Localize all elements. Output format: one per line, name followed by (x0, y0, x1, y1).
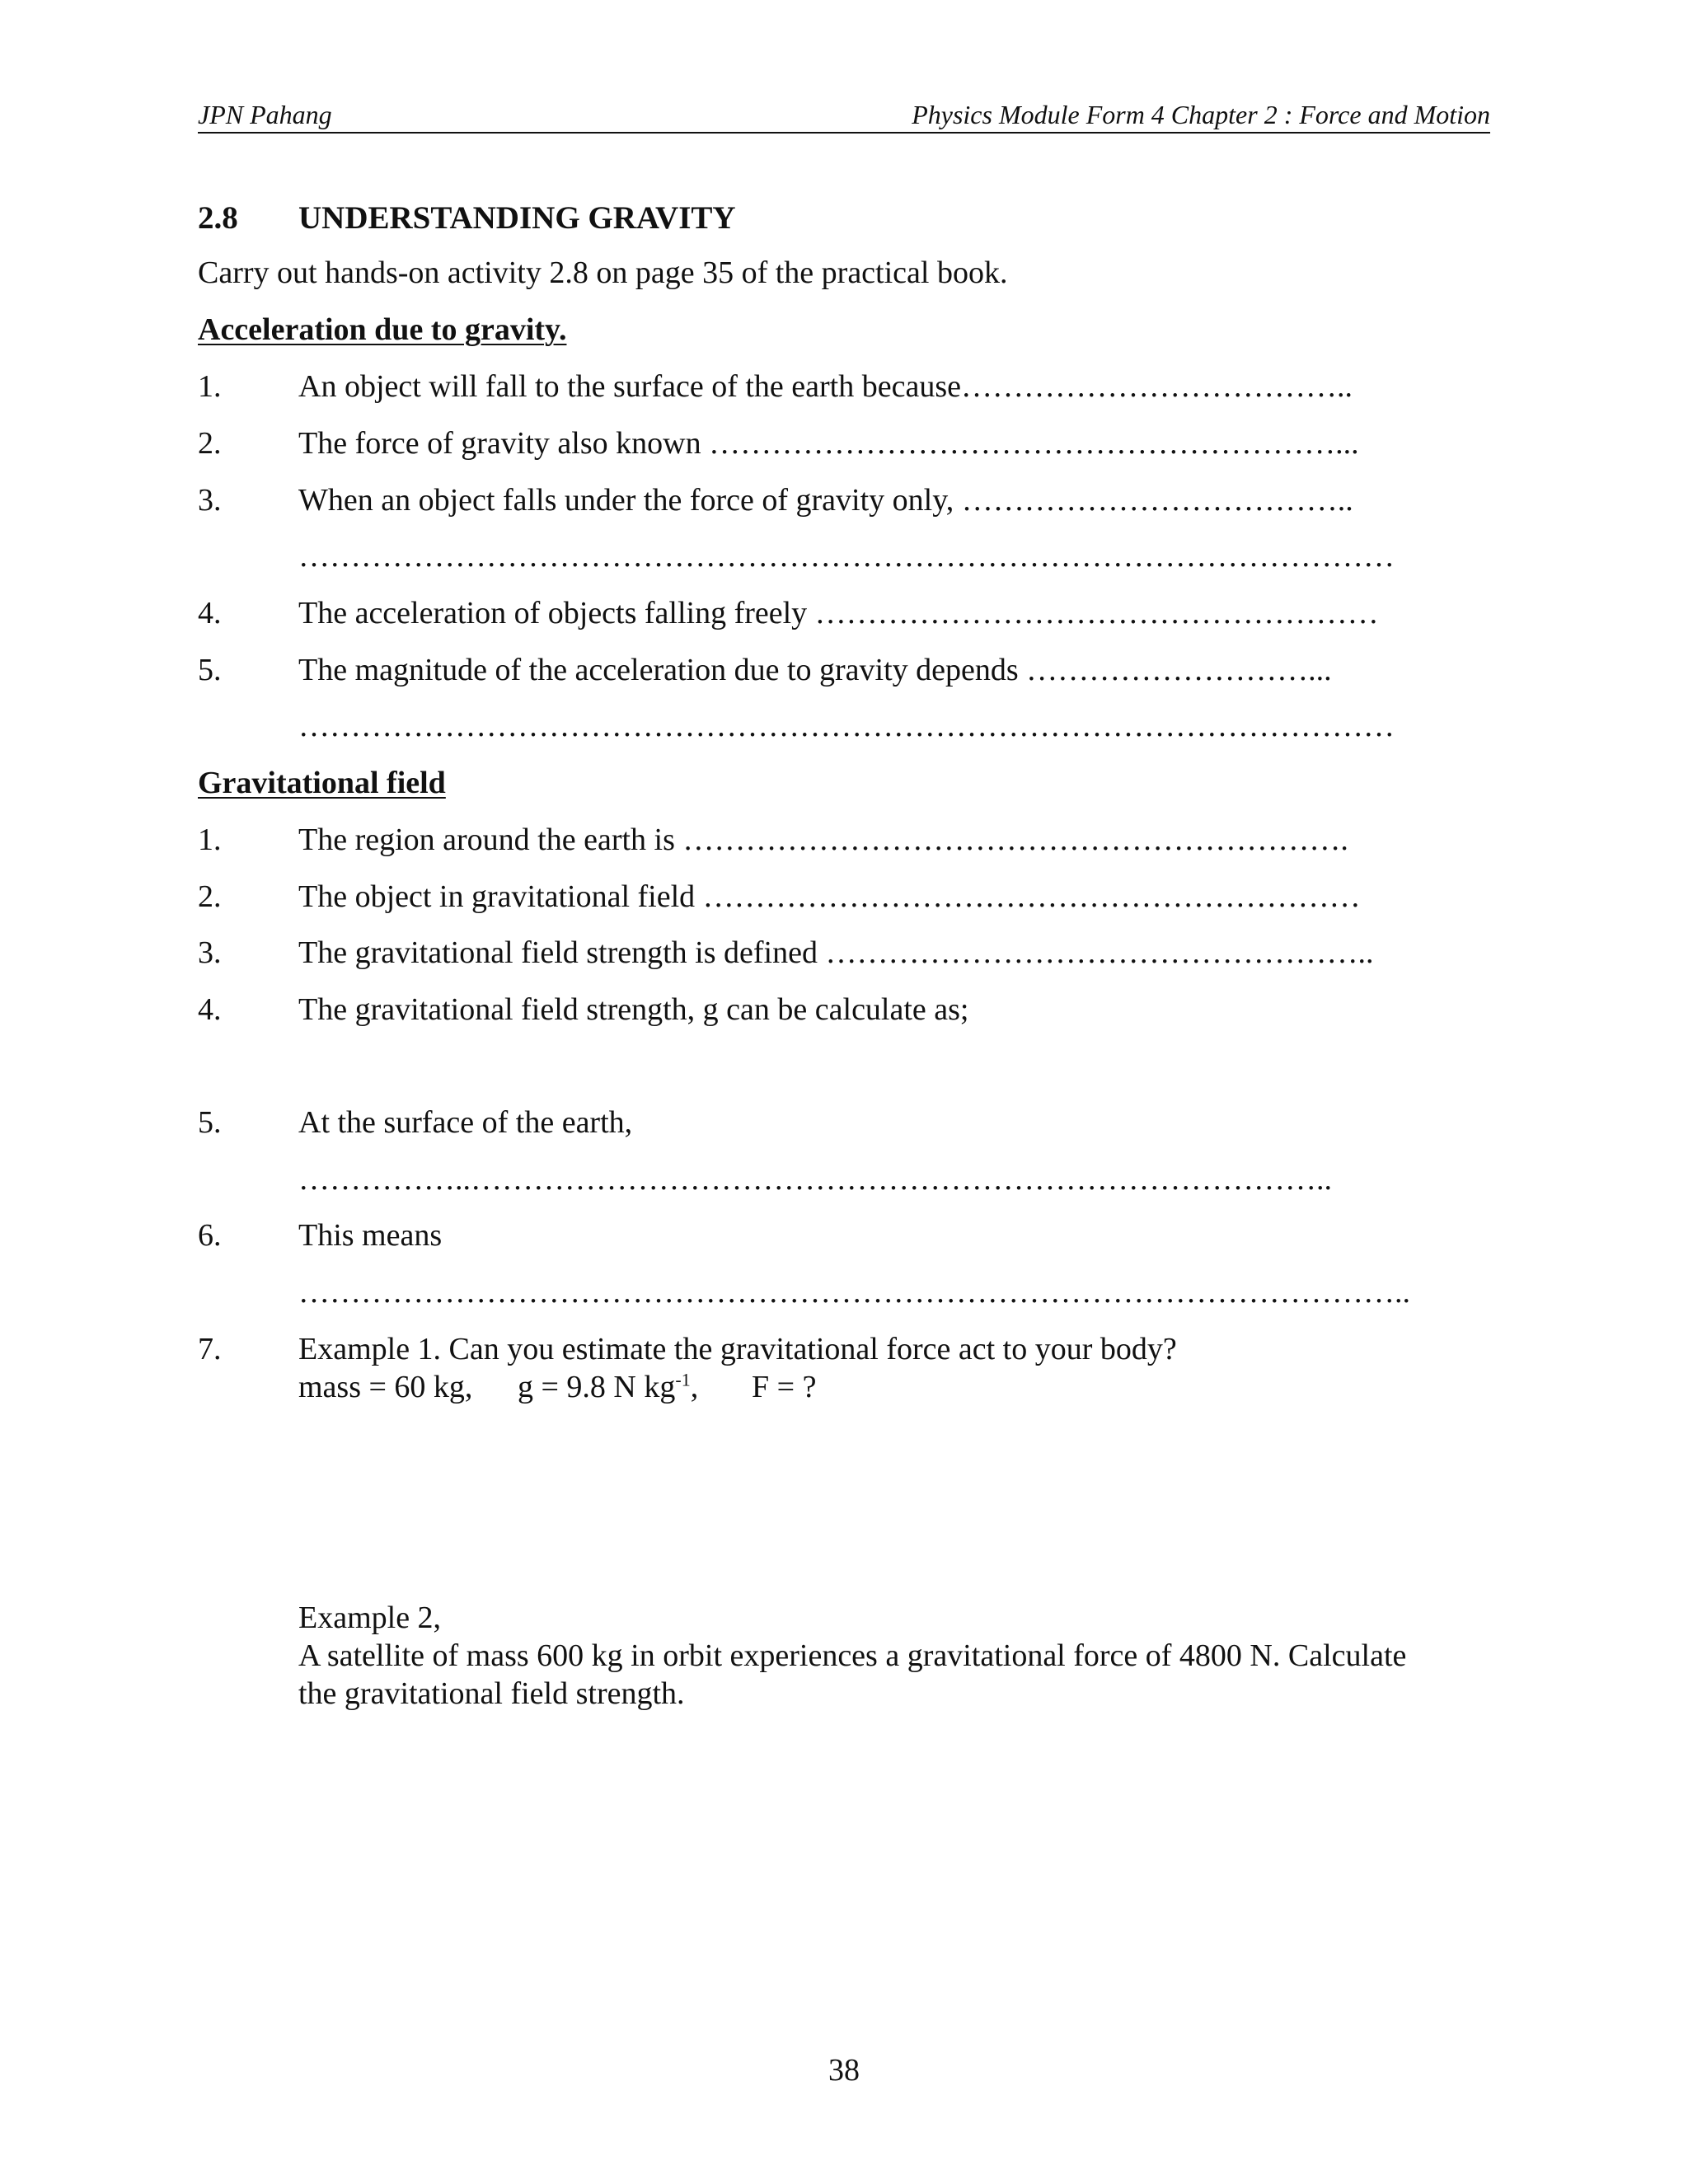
acc-item-2-text: The force of gravity also known ……………………………………………………... (298, 426, 1359, 461)
gf-item-5-number: 5. (198, 1105, 222, 1140)
gf-item-3-number: 3. (198, 935, 222, 970)
gf-item-7-text: Example 1. Can you estimate the gravitational force act to your body? (298, 1332, 1177, 1366)
acc-item-1-number: 1. (198, 369, 222, 404)
gf-item-6-text: This means (298, 1218, 443, 1253)
gf-item-5-answer-line: ……………..……………………………………………………………………….. (298, 1162, 1332, 1197)
example2-line-1: A satellite of mass 600 kg in orbit experiences a gravitational force of 4800 N. Calculate (298, 1638, 1407, 1673)
example2-line-2: the gravitational field strength. (298, 1676, 685, 1711)
gf-item-6-number: 6. (198, 1218, 222, 1253)
acc-item-3-number: 3. (198, 483, 222, 518)
acc-item-5-number: 5. (198, 653, 222, 687)
header-left: JPN Pahang (198, 100, 332, 129)
section-number: 2.8 (198, 200, 238, 236)
acc-item-4-number: 4. (198, 596, 222, 630)
acc-item-3-answer-line: …………………………………………………………………………………………… (298, 539, 1395, 574)
example1-g-value (518, 1368, 698, 1406)
intro-text: Carry out hands-on activity 2.8 on page 35 of the practical book. (198, 255, 1008, 290)
acc-item-5-answer-line: …………………………………………………………………………………………… (298, 709, 1395, 743)
gf-item-1-number: 1. (198, 823, 222, 857)
gf-item-4-text: The gravitational field strength, g can be calculate as; (298, 992, 969, 1027)
running-header (198, 97, 1490, 134)
gf-item-4-number: 4. (198, 992, 222, 1027)
acc-item-4-text: The acceleration of objects falling freely ……………………………………………… (298, 596, 1379, 630)
example2-label: Example 2, (298, 1601, 442, 1635)
gf-item-6-answer-line: …………………………………………………………………………………………….. (298, 1275, 1410, 1310)
gravitational-field-heading: Gravitational field (198, 766, 446, 800)
example1-g: g = 9.8 N kg (518, 1370, 676, 1404)
acc-item-5-text: The magnitude of the acceleration due to gravity depends ………………………... (298, 653, 1332, 687)
acc-item-2-number: 2. (198, 426, 222, 461)
gf-item-3-text: The gravitational field strength is defined …………………………………………….. (298, 935, 1374, 970)
header-right: Physics Module Form 4 Chapter 2 : Force and Motion (912, 100, 1490, 129)
example1-g-comma: , (690, 1370, 699, 1404)
gf-item-2-number: 2. (198, 879, 222, 914)
gf-item-2-text: The object in gravitational field ……………………………………………………… (298, 879, 1361, 914)
page-number: 38 (828, 2053, 860, 2088)
gf-item-7-number: 7. (198, 1332, 222, 1366)
example1-force: F = ? (752, 1370, 817, 1404)
gf-item-5-text: At the surface of the earth, (298, 1105, 633, 1140)
acc-item-1-text: An object will fall to the surface of the earth because……………………………….. (298, 369, 1353, 404)
example1-mass: mass = 60 kg, (298, 1370, 473, 1404)
example1-g-exponent: -1 (675, 1369, 691, 1390)
gf-item-1-text: The region around the earth is ………………………………………………………. (298, 823, 1348, 857)
acc-item-3-text: When an object falls under the force of gravity only, ……………………………….. (298, 483, 1353, 518)
section-title: UNDERSTANDING GRAVITY (298, 200, 736, 236)
acceleration-heading: Acceleration due to gravity. (198, 312, 567, 347)
